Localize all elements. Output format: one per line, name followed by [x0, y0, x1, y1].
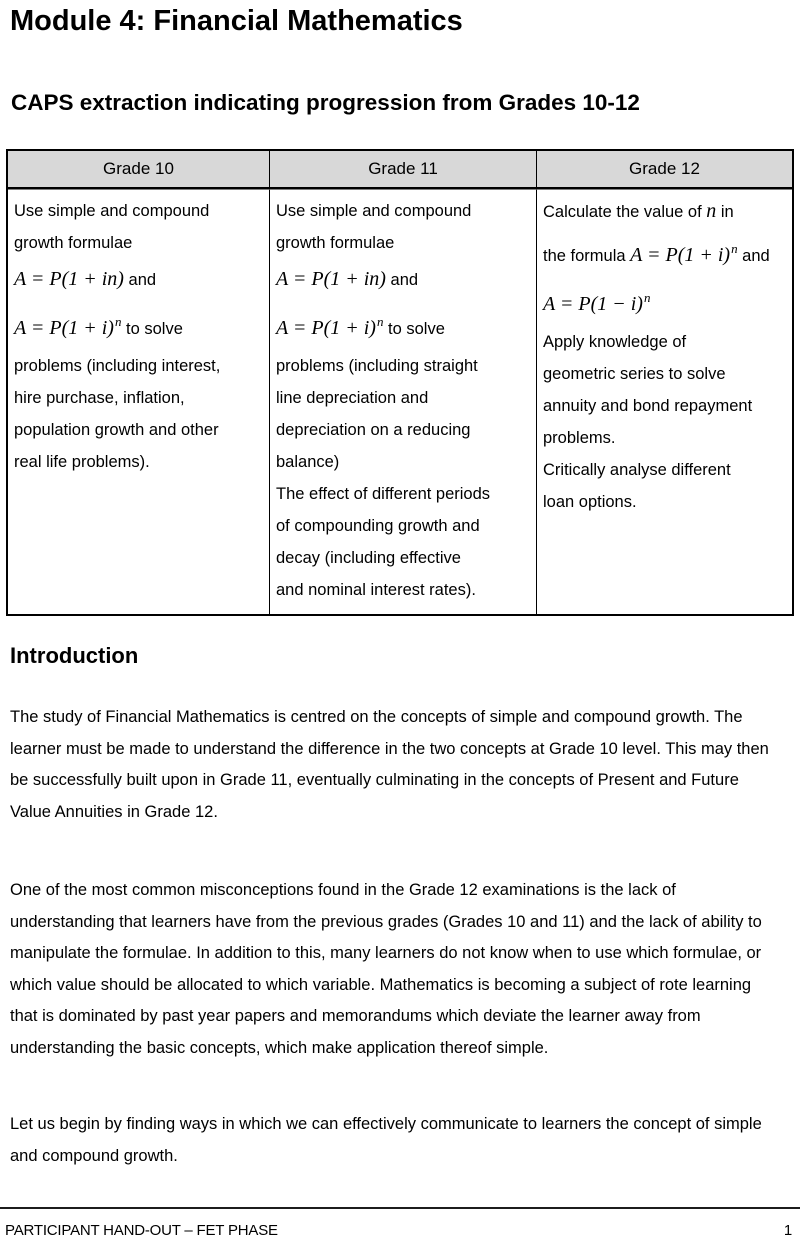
formula-suffix: and	[123, 271, 157, 289]
table-header-grade11: Grade 11	[270, 151, 537, 189]
page-title: Module 4: Financial Mathematics	[10, 5, 463, 37]
table-cell-grade11	[270, 189, 537, 614]
formula-exponent: n	[731, 241, 738, 256]
table-cell-grade10	[8, 189, 270, 614]
compound-growth-formula: A = P(1 + i)	[630, 244, 731, 266]
formula-suffix: and	[385, 271, 419, 289]
cell-text-line: growth formulae	[276, 234, 395, 252]
cell-text-line: hire purchase, inflation,	[14, 389, 185, 407]
cell-text-line: Critically analyse different	[543, 461, 731, 479]
cell-text-line: and nominal interest rates).	[276, 581, 476, 599]
decay-formula: A = P(1 − i)	[543, 293, 643, 315]
table-header-grade10: Grade 10	[8, 151, 270, 189]
cell-text-line: balance)	[276, 453, 340, 471]
formula-line	[543, 277, 788, 326]
cell-text-line: loan options.	[543, 493, 637, 511]
footer-document-label: PARTICIPANT HAND-OUT – FET PHASE	[5, 1222, 278, 1239]
table-header-grade12: Grade 12	[537, 151, 792, 189]
intro-paragraph-2: One of the most common misconceptions found in the Grade 12 examinations is the lack of understanding that learners have from the previous grades (Grades 10 and 11) and the lack of ability to manipulate the formulae. In addition to this, many learners do not know when to use which formulae, or which value should be allocated to which variable. Mathematics is becoming a subject of rote learning that is dominated by past year papers and memorandums which deviate the learner away from understanding the basic concepts, which make application thereof simple.	[10, 881, 762, 1057]
cell-text-line: The effect of different periods	[276, 485, 491, 503]
intro-paragraph-3: Let us begin by finding ways in which we can effectively communicate to learners the concept of simple and compound growth.	[10, 1115, 762, 1165]
formula-exponent: n	[114, 314, 122, 329]
table-row	[8, 189, 792, 614]
table-header-row	[8, 151, 792, 189]
cell-text-line: Use simple and compound	[14, 202, 210, 220]
cell-text-line: depreciation on a reducing	[276, 421, 471, 439]
formula-exponent: n	[643, 290, 651, 305]
cell-text: Calculate the value of	[543, 203, 707, 221]
table-cell-grade12	[537, 189, 792, 614]
cell-text-line: of compounding growth and	[276, 517, 480, 535]
compound-growth-formula: A = P(1 + i)	[276, 317, 376, 339]
cell-text-line: Use simple and compound	[276, 202, 472, 220]
cell-text-line: geometric series to solve	[543, 365, 726, 383]
cell-text-line: line depreciation and	[276, 389, 429, 407]
simple-growth-formula: A = P(1 + in)	[14, 268, 124, 290]
intro-paragraph-1: The study of Financial Mathematics is centred on the concepts of simple and compound growth. The learner must be made to understand the difference in the two concepts at Grade 10 level. This may then be successfully built upon in Grade 11, eventually culminating in the concepts of Present and Future Value Annuities in Grade 12.	[10, 708, 769, 821]
page-number: 1	[783, 1222, 792, 1239]
footer-row	[0, 1209, 800, 1239]
formula-line	[543, 228, 788, 277]
cell-text-line: real life problems).	[14, 453, 150, 471]
formula-prefix: the formula	[543, 247, 631, 265]
formula-line	[276, 259, 532, 301]
cell-text-line: Apply knowledge of	[543, 333, 687, 351]
formula-suffix: to solve	[383, 320, 445, 338]
formula-line	[14, 259, 265, 301]
cell-text: in	[716, 203, 734, 221]
introduction-heading: Introduction	[10, 643, 139, 668]
cell-text-line: population growth and other	[14, 421, 219, 439]
caps-progression-table	[6, 149, 794, 616]
formula-suffix: to solve	[121, 320, 183, 338]
compound-growth-formula: A = P(1 + i)	[14, 317, 114, 339]
page-footer	[0, 1207, 800, 1239]
cell-text-line: annuity and bond repayment	[543, 397, 753, 415]
formula-line	[14, 301, 265, 350]
simple-growth-formula: A = P(1 + in)	[276, 268, 386, 290]
formula-suffix: and	[737, 247, 770, 265]
cell-text-line	[543, 195, 788, 228]
cell-text-line: problems.	[543, 429, 616, 447]
variable-n: n	[706, 200, 717, 222]
formula-exponent: n	[376, 314, 384, 329]
cell-text-line: decay (including effective	[276, 549, 461, 567]
caps-extraction-heading: CAPS extraction indicating progression from Grades 10-12	[11, 90, 640, 115]
formula-line	[276, 301, 532, 350]
cell-text-line: problems (including interest,	[14, 357, 221, 375]
cell-text-line: problems (including straight	[276, 357, 478, 375]
cell-text-line: growth formulae	[14, 234, 133, 252]
